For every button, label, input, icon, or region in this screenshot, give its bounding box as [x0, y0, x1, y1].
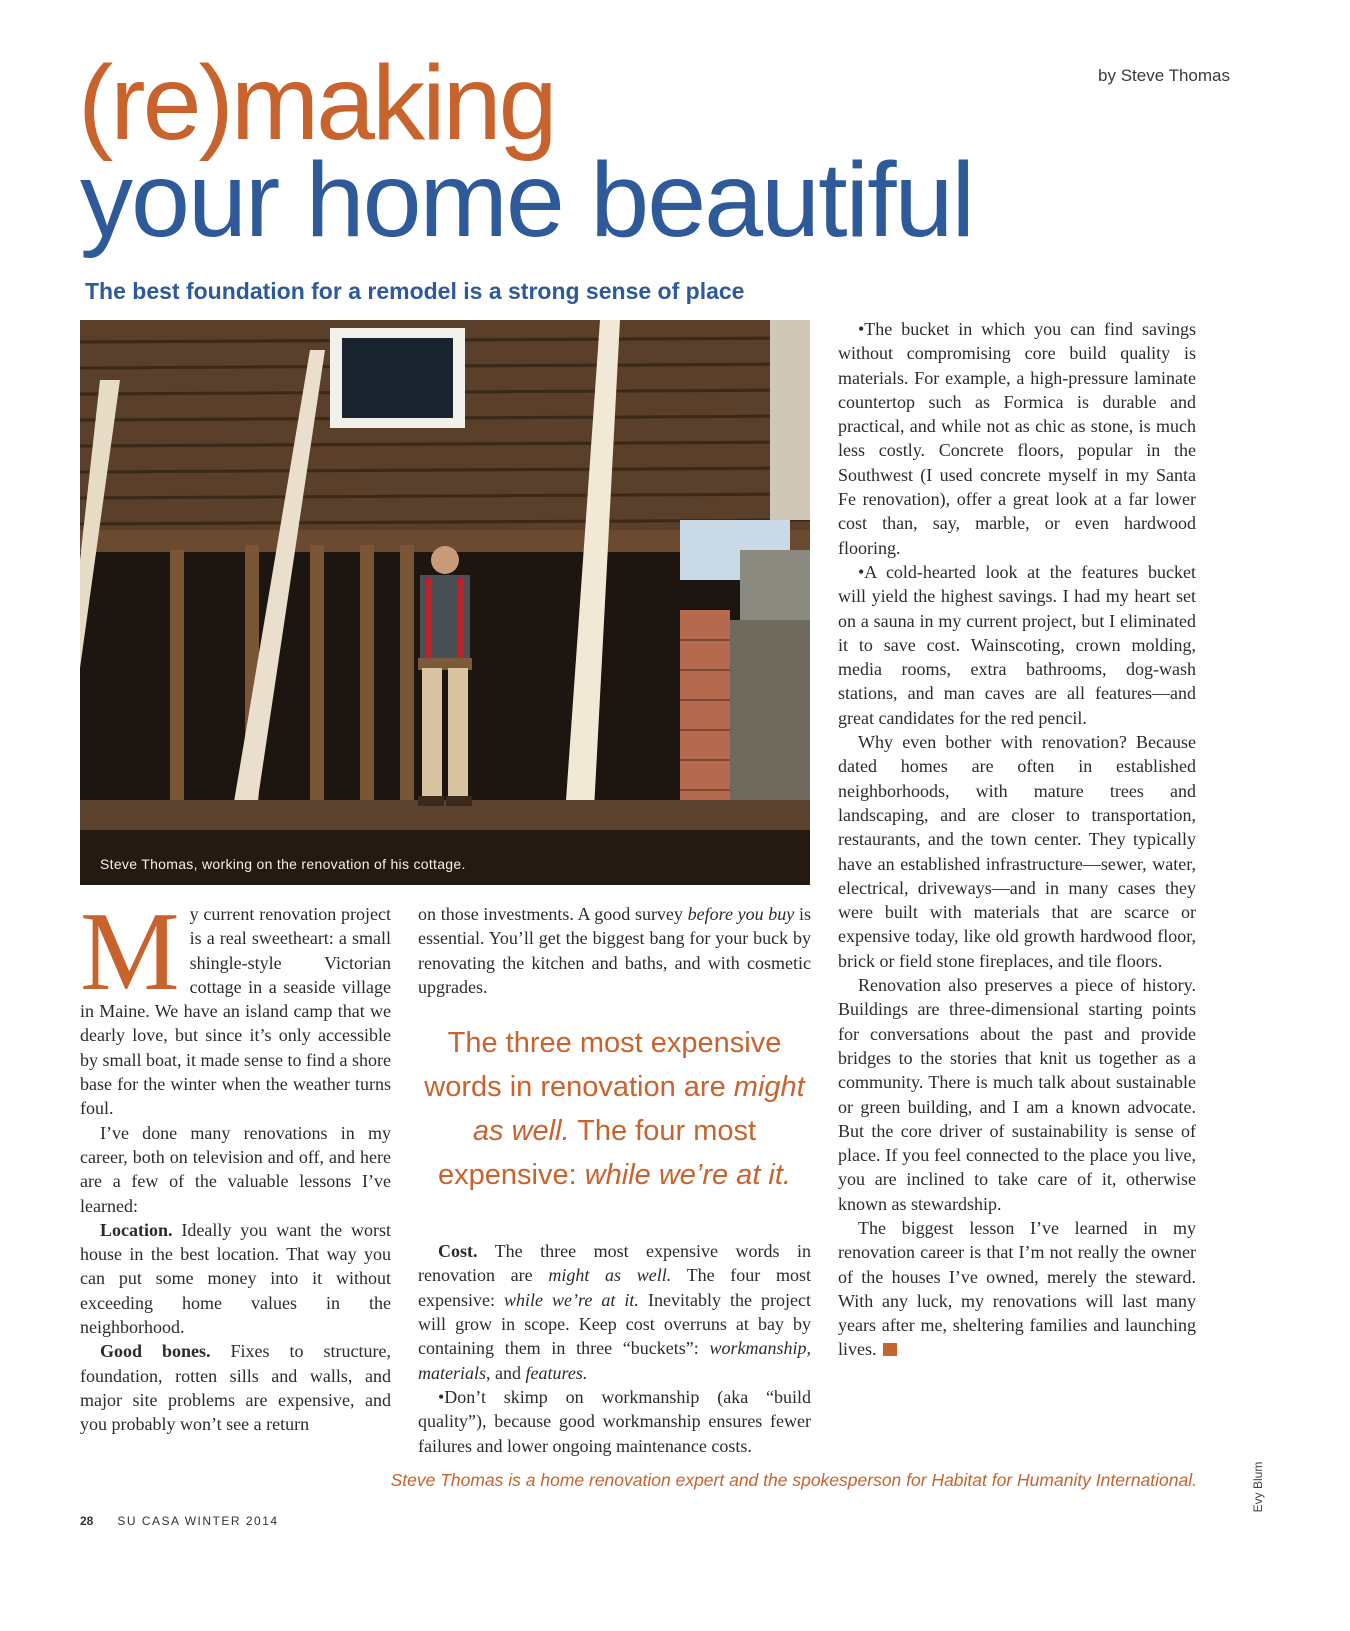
good-bones-label: Good bones.: [100, 1341, 211, 1362]
pull-quote: [418, 1021, 811, 1197]
drop-cap: M: [80, 890, 180, 1014]
article-column-2: [418, 902, 811, 1458]
issue-name: SU CASA WINTER 2014: [117, 1514, 279, 1528]
cost-emphasis-2: while we’re at it.: [504, 1289, 639, 1310]
cost-paragraph: [418, 1239, 811, 1385]
continued-text-a: on those investments. A good survey: [418, 904, 688, 924]
cost-text-d: and: [490, 1362, 526, 1383]
title-line-2: your home beautiful: [80, 141, 974, 259]
cost-emphasis-4: features.: [525, 1362, 588, 1383]
cost-emphasis-3: workmanship, materials,: [418, 1338, 811, 1383]
title-line-1: (re)making: [78, 44, 555, 162]
lesson-text: The biggest lesson I’ve learned in my renovation career is that I’m not really the owner of the houses I’ve owned, merely the steward. With any luck, my renovations will last many years after me, sheltering families and launching lives.: [838, 1217, 1196, 1360]
renovation-photo-illustration: [80, 320, 810, 885]
why-renovate-paragraph: Why even bother with renovation? Because dated homes are often in established neighborhoods, with mature trees and landscaping, and are closer to transportation, restaurants, and the town center. They typically have an established infrastructure—sewer, water, electrical, driveways—and in many cases they were built with materials that are scarce or expensive today, like old growth hardwood floor, brick or field stone fireplaces, and tile floors.: [838, 732, 1196, 971]
photo-caption: Steve Thomas, working on the renovation of his cottage.: [100, 856, 466, 872]
cost-label: Cost.: [438, 1241, 478, 1262]
good-bones-text: Fixes to structure, foundation, rotten sills and walls, and major site problems are expensive, and you probably won’t see a return: [80, 1341, 391, 1435]
pull-quote-text-a: The three most expensive words in renovation are: [424, 1027, 782, 1104]
history-paragraph: Renovation also preserves a piece of history. Buildings are three-dimensional starting points for conversations about the past and provide bridges to the stories that knit us together as a community. There is much talk about sustainable or green building, and I am a known advocate. But the core driver of sustainability is sense of place. If you feel connected to the place you live, you are inclined to take care of it, otherwise known as stewardship.: [838, 975, 1196, 1214]
subtitle: The best foundation for a remodel is a strong sense of place: [85, 278, 745, 304]
cost-text-a: The three most expensive words in renovation are: [418, 1241, 811, 1286]
lesson-paragraph: [838, 1216, 1196, 1362]
cost-text-b: The four most expensive:: [418, 1265, 811, 1310]
pull-quote-emphasis-1: might as well.: [472, 1071, 805, 1148]
continued-text-b: is essential. You’ll get the biggest bang for your buck by renovating the kitchen and baths, and with cosmetic upgrades.: [418, 904, 811, 997]
location-paragraph: [80, 1218, 391, 1339]
article-column-3: [838, 317, 1196, 1362]
article-photo: [80, 320, 810, 885]
features-bullet: •A cold-hearted look at the features bucket will yield the highest savings. I had my heart set on a sauna in my current project, but I eliminated it to save cost. Wainscoting, crown molding, media rooms, extra bathrooms, dog-wash stations, and man caves are all features—and great candidates for the red pencil.: [838, 561, 1196, 728]
good-bones-paragraph: [80, 1339, 391, 1436]
workmanship-bullet: •Don’t skimp on workmanship (aka “build quality”), because good workmanship ensures fewer failures and lower ongoing maintenance costs.: [418, 1386, 811, 1456]
location-label: Location.: [100, 1219, 173, 1240]
byline: by Steve Thomas: [1098, 66, 1230, 85]
cost-text-c: Inevitably the project will grow in scope. Keep cost overruns at bay by containing them in three “buckets”:: [418, 1289, 811, 1359]
materials-bullet: •The bucket in which you can find savings without compromising core build quality is materials. For example, a high-pressure laminate countertop such as Formica is durable and practical, and while not as chic as stone, is much less costly. Concrete floors, popular in the Southwest (I used concrete myself in my Santa Fe renovation), offer a great look at a far lower cost than, say, marble, or even hardwood flooring.: [838, 319, 1196, 558]
intro-paragraph: [80, 890, 391, 1121]
lessons-paragraph: I’ve done many renovations in my career, both on television and off, and here are a few of the valuable lessons I’ve learned:: [80, 1122, 391, 1216]
article-column-1: [80, 890, 391, 1437]
end-mark-icon: [883, 1343, 897, 1356]
continued-paragraph: [418, 902, 811, 999]
pull-quote-text-b: The four most expensive:: [437, 1115, 757, 1192]
pull-quote-emphasis-2: while we’re at it.: [584, 1159, 791, 1192]
photo-credit: Evy Blum: [1251, 1461, 1265, 1513]
cost-emphasis-1: might as well.: [548, 1265, 672, 1286]
continued-emphasis: before you buy: [687, 904, 795, 924]
intro-text: y current renovation project is a real sweetheart: a small shingle-style Victorian cottage in a seaside village in Maine. We have an island camp that we dearly love, but since it’s only accessible by small boat, it made sense to find a shore base for the winter when the weather turns foul.: [80, 904, 391, 1119]
page-number: 28: [80, 1514, 94, 1528]
author-tagline: Steve Thomas is a home renovation expert and the spokesperson for Habitat for Humanity International.: [390, 1470, 1197, 1490]
page-footer: [80, 1514, 279, 1528]
location-text: Ideally you want the worst house in the best location. That way you can put some money into it without exceeding home values in the neighborhood.: [80, 1219, 391, 1338]
